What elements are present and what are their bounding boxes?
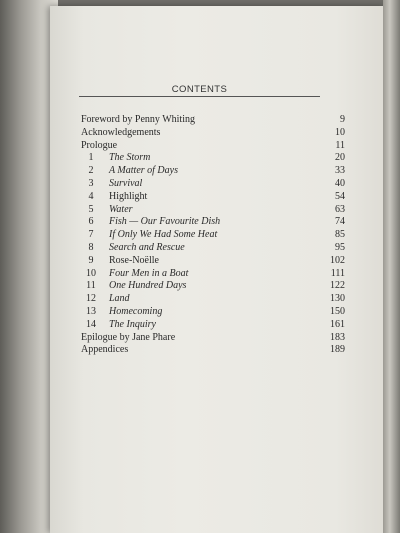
entry-title: One Hundred Days: [109, 280, 187, 292]
chapter-number: 2: [88, 165, 94, 177]
entry-title: Land: [109, 293, 130, 305]
entry-title: A Matter of Days: [109, 165, 178, 177]
page-number: 74: [335, 216, 345, 228]
toc-entry: [81, 293, 345, 306]
chapter-number: 14: [86, 318, 96, 330]
entry-title: Appendices: [81, 344, 129, 356]
chapter-number: 12: [86, 293, 96, 305]
toc-entry: [81, 344, 345, 357]
toc-entry: [81, 268, 345, 281]
chapter-number: 6: [88, 216, 94, 228]
entry-title: The Storm: [109, 152, 151, 164]
chapter-number: 3: [88, 177, 94, 189]
page-number: 85: [335, 229, 345, 241]
chapter-number: 7: [88, 229, 94, 241]
entry-title: Four Men in a Boat: [109, 267, 189, 279]
chapter-number: 1: [88, 152, 94, 164]
page-number: 95: [335, 241, 345, 253]
page-number: 20: [335, 152, 345, 164]
toc-entry: [81, 306, 345, 319]
page-number: 11: [335, 139, 345, 151]
entry-title: Prologue: [81, 139, 118, 151]
chapter-number: 5: [88, 203, 94, 215]
toc-entry: [81, 280, 345, 293]
page-number: 111: [330, 267, 345, 279]
page-number: 102: [330, 254, 345, 266]
entry-title: Highlight: [109, 190, 148, 202]
chapter-number: 13: [86, 305, 96, 317]
toc-entry: [81, 127, 345, 140]
page-number: 54: [335, 190, 345, 202]
toc-entry: [81, 152, 345, 165]
entry-title: Epilogue by Jane Phare: [81, 331, 176, 343]
toc-entry: [81, 114, 345, 127]
page-number: 10: [335, 126, 345, 138]
toc-entry: [81, 242, 345, 255]
toc-entry: [81, 204, 345, 217]
page-number: 161: [330, 318, 345, 330]
heading-rule: [79, 96, 320, 97]
page-number: 33: [335, 165, 345, 177]
entry-title: The Inquiry: [109, 318, 156, 330]
toc-entry: [81, 191, 345, 204]
entry-title: Search and Rescue: [109, 241, 185, 253]
entry-title: Acknowledgements: [81, 126, 161, 138]
entry-title: Survival: [109, 177, 143, 189]
entry-title: Water: [109, 203, 133, 215]
toc-entry: [81, 216, 345, 229]
toc-entry: [81, 255, 345, 268]
chapter-number: 10: [86, 267, 96, 279]
toc-entry: [81, 319, 345, 332]
page-number: 9: [340, 114, 345, 125]
chapter-number: 9: [88, 254, 94, 266]
table-of-contents: [81, 114, 345, 357]
chapter-number: 4: [88, 190, 94, 202]
toc-entry: [81, 332, 345, 345]
page-number: 189: [330, 344, 345, 356]
entry-title: Foreword by Penny Whiting: [81, 114, 195, 125]
entry-title: Rose-Noëlle: [109, 254, 159, 266]
toc-entry: [81, 140, 345, 153]
chapter-number: 8: [88, 241, 94, 253]
page-number: 122: [330, 280, 345, 292]
page-number: 63: [335, 203, 345, 215]
entry-title: Fish — Our Favourite Dish: [109, 216, 221, 228]
page-number: 183: [330, 331, 345, 343]
entry-title: Homecoming: [109, 305, 163, 317]
page-edge: [383, 0, 400, 533]
contents-heading: CONTENTS: [171, 84, 228, 95]
page-number: 130: [330, 293, 345, 305]
chapter-number: 11: [86, 280, 96, 292]
toc-entry: [81, 229, 345, 242]
toc-entry: [81, 165, 345, 178]
toc-entry: [81, 178, 345, 191]
page-number: 40: [335, 177, 345, 189]
page-number: 150: [330, 305, 345, 317]
entry-title: If Only We Had Some Heat: [109, 229, 218, 241]
